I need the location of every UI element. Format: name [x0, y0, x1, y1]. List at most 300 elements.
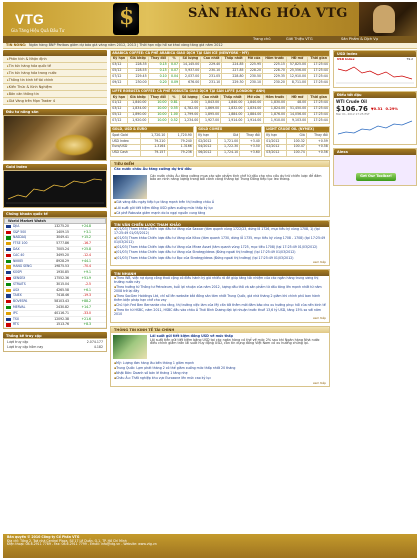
table-cell: USD Cash [111, 150, 141, 156]
table-cell: 230.50 [245, 74, 262, 80]
table-cell: 2,037.00 [180, 74, 201, 80]
menu-item-knowledge[interactable]: ▸ Kiến Thức & Kinh Nghiệm [3, 84, 107, 91]
index-change: +9.1 [83, 270, 91, 275]
table-cell: 0.81 [168, 100, 179, 106]
table-cell: 05/12 [111, 68, 128, 74]
table-cell: 1,890.00 [127, 112, 148, 118]
table-cell: 14,145.00 [180, 62, 201, 68]
table-cell: 9,103.00 [287, 118, 308, 124]
table-cell: 676.00 [180, 80, 201, 86]
index-value: 12092.38 [54, 316, 69, 321]
finance-links [111, 361, 329, 382]
table-cell: Giá [218, 133, 240, 139]
finance-thumbnail[interactable] [113, 335, 147, 359]
market-watch-box [3, 217, 107, 329]
photo-box-title: Đầu tư nông sản [3, 109, 107, 115]
country-flag-icon [6, 225, 11, 228]
table-cell: 01/2012 [265, 139, 287, 145]
news-link[interactable]: ▪ Theo hướng từ Thông tư Petroleum, tuổi lợi nhuận của năm 2012, lượng dầu thô và sản phẩm từ dầu tăng lên mạnh nhất từ năm 2008 trở lại đây [111, 285, 329, 294]
table-cell: 100.74 [287, 150, 307, 156]
table-cell: 03/12 [111, 62, 128, 68]
table-cell: 1,895.00 [200, 112, 221, 118]
index-value: 3049.41 [56, 235, 69, 240]
table-cell: 25,556.00 [287, 68, 308, 74]
table-cell: 1,840.00 [127, 100, 148, 106]
table-row [265, 150, 330, 156]
table-cell: 1,869.00 [200, 106, 221, 112]
news-link[interactable]: ▪ Lãi suất gửi tiết kiệm đồng USD giảm xuống mức thấp kỷ lục [111, 206, 329, 211]
table-cell: 79.157 [141, 150, 167, 156]
table-cell: 10.00 [148, 106, 168, 112]
table-cell: 228.20 [245, 68, 262, 74]
logo-text: VTG [15, 11, 44, 27]
table-cell: 0.55 [168, 106, 179, 112]
index-change: -70.4 [82, 264, 91, 269]
table-cell: 8,711.00 [287, 80, 308, 86]
table-cell: 224.85 [222, 62, 245, 68]
table-cell: Euro/USD [111, 144, 141, 150]
index-name: NASDAQ [13, 235, 27, 240]
column-header: Số lượng [180, 56, 201, 62]
main-nav [3, 36, 417, 43]
featured-section [110, 160, 330, 218]
news-link[interactable]: ▪ Theo SocGen Holdings Ltd, chỉ số lên website bắt đồng sản tăm nhất Trung Quốc, giá nhà tháng 2 giảm khi chính phủ ban hành thêm biện pháp hạn chế cho vay [111, 294, 329, 303]
table-cell: 1,824.00 [263, 106, 287, 112]
country-flag-icon [6, 231, 11, 234]
column-header: Thời gian [308, 56, 330, 62]
index-name: IPC [13, 310, 18, 315]
table-cell: 07/12 [111, 118, 128, 124]
visitor-total-value: 2.074.177 [86, 340, 103, 344]
news-link[interactable]: ▪ Chủ tịch Fed Ben Bernanke cho rằng, thị trường việc làm của Mỹ cần tốt thêm mới đảm bảo cho xu hướng phục hồi của nền kinh tế [111, 303, 329, 308]
table-cell: 03/2012 [265, 150, 287, 156]
index-value: 2430.82 [56, 304, 69, 309]
featured-title: TIÊU ĐIỂM [111, 161, 329, 167]
menu-item-analysis[interactable]: ▸ Phân tích & Nhận định [3, 56, 107, 63]
table-cell: 1,920.00 [127, 118, 148, 124]
finance-more-link[interactable]: xem tiếp [312, 380, 326, 385]
hot-news-ticker [3, 43, 417, 49]
usd-chart-value: 79.2 [406, 57, 413, 61]
table-cell: 17:25:44 [308, 100, 330, 106]
table-cell: 17:25:44 [308, 62, 330, 68]
index-value: 5777.86 [56, 241, 69, 246]
nav-products[interactable]: Sản Phẩm & Dịch Vụ [341, 37, 379, 42]
news-link[interactable]: ▪ Theo WB, việc nợ dụng công thoả cộng có điều hành kỷ giá nhiều rõ để giúp tăng tốc nhiệm của các ngân hàng trung ương thị trường nước này [111, 276, 329, 285]
nav-home[interactable]: Trang chủ [253, 37, 271, 42]
column-header: Thời gian [308, 95, 330, 101]
table-cell: 0.09 [168, 80, 179, 86]
table-cell: 1,927.00 [200, 118, 221, 124]
crude-oil-table [264, 126, 330, 156]
table-cell: 229.45 [128, 74, 149, 80]
table-cell: 1,720.90 [167, 133, 193, 139]
site-logo[interactable] [7, 6, 73, 33]
table-cell: +3.50 [240, 144, 262, 150]
table-cell: Kỳ hạn [265, 133, 287, 139]
weather-title: Điểu tốt đậu [334, 92, 416, 98]
news-link[interactable]: ▪ (01/03) Tham khảo Chiến lược đầu tư Vàng của StrategyIdeas (Đứng ngoài thị trường) (tại 17:25:49 01/03/2012) [111, 250, 329, 255]
table-cell: 17:25:44 [308, 80, 330, 86]
table-cell: 10.00 [148, 100, 168, 106]
column-header: Cao nhất [200, 95, 221, 101]
table-row [111, 80, 330, 86]
index-change: -12.4 [82, 252, 91, 257]
market-watch-list [4, 224, 106, 328]
visitor-today-label: Lượt truy cập hôm nay [7, 345, 44, 349]
index-name: MERVAL [13, 304, 26, 309]
index-change: +6.1 [83, 287, 91, 292]
quick-news-list [111, 276, 329, 317]
table-cell: 1,724.10 [218, 150, 240, 156]
table-cell: 0.15 [148, 68, 168, 74]
page [3, 2, 417, 558]
column-header: Thay đổi [148, 95, 168, 101]
table-cell: 0.20 [148, 80, 168, 86]
table-cell: 228.35 [128, 62, 149, 68]
index-change: +44.1 [81, 258, 91, 263]
table-cell: 12,910.00 [287, 74, 308, 80]
finance-title: THÔNG TIN KINH TẾ TÀI CHÍNH [111, 327, 329, 333]
strategy-news-list [111, 227, 329, 261]
index-change: +88.2 [81, 299, 91, 304]
footer-address: Địa chỉ: Tầng 2, Toà nhà Central Plaza, Số 17 Lê Duẩn, Q.1, TP. Hồ Chí Minh [7, 538, 127, 543]
get-toolbar-button[interactable]: Get Our Toolbar! [356, 173, 396, 181]
quick-more-link[interactable]: xem tiếp [312, 316, 326, 321]
visitor-stats [3, 338, 107, 352]
table-cell: 48.00 [287, 100, 308, 106]
table-cell: 5,937.00 [180, 68, 201, 74]
country-flag-icon [6, 306, 11, 309]
market-watch-row[interactable] [4, 323, 106, 329]
table-cell: +0.56 [306, 150, 329, 156]
stocks-title: Chứng khoán quốc tế [3, 211, 107, 217]
finance-section [110, 326, 330, 388]
table-cell: 1,799.00 [179, 112, 200, 118]
index-name: DJIA [13, 223, 20, 228]
finance-summary: Lãi suất tiền gửi tiết kiệm bằng USD tại các ngân hàng có thể về mức 2% sau khi Ngân hàng Nhà nước điều chỉnh giảm trần lãi suất huy động USD, còn tín dụng đồng Việt Nam có xu hướng chững lại. [150, 337, 320, 346]
nav-about[interactable]: Giới Thiệu VTG [286, 37, 313, 42]
index-value: 13275.20 [54, 223, 69, 228]
table-cell: 10.00 [148, 118, 168, 124]
strategy-news-title: TIN VĂN CHIẾN LƯỢC THAM KHẢO [111, 221, 329, 227]
table-cell: 1,720.10 [141, 133, 167, 139]
quick-news-title: TIN NHANH [111, 270, 329, 276]
table-cell: 03/12 [111, 106, 128, 112]
table-cell: 17:25:44 [308, 74, 330, 80]
index-value: 4265.58 [56, 287, 69, 292]
table-cell: 1,834.00 [244, 106, 263, 112]
news-link[interactable]: ▪ (01/03) Tham khảo Chiến lược đầu tư Bạc của StrategyIdeas (Đứng ngoài thị trường) (tại 17:25:49 01/03/2012) [111, 256, 329, 261]
header-banner-photo [359, 2, 417, 36]
wti-oil-widget[interactable] [334, 98, 416, 144]
country-flag-icon [6, 323, 11, 326]
index-change: -19.3 [82, 293, 91, 298]
table-cell: 0.07 [168, 62, 179, 68]
index-change: +15.2 [81, 235, 91, 240]
column-header: HĐ mở [287, 95, 308, 101]
table-cell: Giá [287, 133, 307, 139]
left-column [3, 50, 107, 352]
column-header: Cao nhất [201, 56, 222, 62]
table-cell: 0.07 [168, 68, 179, 74]
table-cell: 1,884.00 [221, 112, 244, 118]
column-header: Giá khớp [127, 95, 148, 101]
column-header: HĐ mở [287, 56, 308, 62]
usd-chart-label: USD Index [337, 57, 355, 61]
gold-usd-euro-table [110, 126, 194, 156]
table-cell: +3.60 [240, 150, 262, 156]
table-cell: Thay đổi [306, 133, 329, 139]
gold-index-chart[interactable] [3, 170, 107, 208]
table-cell: +0.58 [306, 144, 329, 150]
alexa-title: Alexa [334, 149, 416, 155]
table-cell: 1,722.30 [218, 144, 240, 150]
news-link[interactable]: ▪ (01/03) Tham khảo Chiến lược đầu tư Vàng của Mirae Asset (tâm quanh vùng 1725, mục tiêu 1708) (tại 17:25:49 01/03/2012) [111, 245, 329, 250]
index-value: 40116.71 [54, 310, 69, 315]
index-value: 7005.24 [56, 246, 69, 251]
strategy-more-link[interactable]: xem tiếp [312, 259, 326, 264]
index-name: RTS [13, 322, 19, 327]
table-cell: 02/2012 [197, 139, 218, 145]
table-cell: 228.70 [263, 68, 287, 74]
country-flag-icon [6, 242, 11, 245]
visitors-title: Thống kê truy cập [3, 332, 107, 338]
table-cell: 1,234.00 [179, 118, 200, 124]
table-cell: 100.32 [287, 139, 307, 145]
arabica-table [110, 50, 330, 86]
table-cell: +3.40 [240, 139, 262, 145]
news-link[interactable]: ▪ Nhật Bản: Doanh số bán lẻ tháng 1 tăng nhẹ [111, 371, 329, 376]
country-flag-icon [6, 312, 11, 315]
market-watch-title: World Market Watch [4, 218, 106, 224]
visitor-today-value: 4.182 [93, 345, 103, 349]
index-change: +21.6 [81, 316, 91, 321]
ticker-text[interactable]: Ngân hàng BNP Paribas giảm dự báo giá vàng năm 2012, 2013 | Thời hạn nộp hồ sơ khai vàng tăng giá năm 2012 [29, 43, 223, 47]
featured-links [111, 201, 329, 217]
table-cell: 07/12 [111, 74, 128, 80]
index-change: -33.0 [82, 310, 91, 315]
column-header: Kỳ hạn [111, 56, 128, 62]
table-cell: 51,450.00 [287, 106, 308, 112]
table-cell: 231.10 [201, 80, 222, 86]
index-name: KOSPI [13, 270, 23, 275]
country-flag-icon [6, 254, 11, 257]
table-cell: 79.210 [141, 139, 167, 145]
table-cell: 100.47 [287, 144, 307, 150]
gold-comex-table [196, 126, 262, 156]
table-cell: 228.80 [222, 74, 245, 80]
table-cell: 230.20 [263, 80, 287, 86]
country-flag-icon [6, 271, 11, 274]
index-name: TSX [13, 316, 19, 321]
news-link[interactable]: ▪ (01/03) Tham khảo Chiến lược đầu tư Vàng của Saxxar (tâm quạnh vùng 1722/23, dừng lỗ 1726, mục tiêu ký vùng 1708, 1) (tại 17:25:49 01/03/2012) [111, 227, 329, 236]
table-cell: 0.15 [148, 62, 168, 68]
table-cell: 1,884.00 [244, 112, 263, 118]
country-flag-icon [6, 277, 11, 280]
menu-item-economy[interactable]: ▸ Thông tin kinh tế tài chính [3, 77, 107, 84]
featured-summary: Các nước châu Âu tăng cường mua các sản phẩm tinh chế từ dầu cho nhu cầu dự trữ chiến lược để đảm bảo an ninh năng lượng trong bối cảnh căng thẳng tại Trung Đông tiếp tục leo thang. [150, 173, 322, 182]
markets-summary [110, 126, 330, 156]
table-cell: 229.40 [201, 62, 222, 68]
country-flag-icon [6, 248, 11, 251]
table-cell: 57,825.00 [287, 62, 308, 68]
site-title: SÀN HÀNG HÓA VTG [188, 6, 348, 21]
table-cell: 229.35 [263, 74, 287, 80]
column-header: Hôm trước [263, 56, 287, 62]
table-cell: 1,832.00 [221, 106, 244, 112]
table-cell: 1,721.00 [218, 139, 240, 145]
news-link[interactable]: ▪ Mỹ: Lượng đơn hàng lâu bền tháng 1 giảm mạnh [111, 361, 329, 366]
column-header: % [168, 95, 179, 101]
table-cell: 1.3166 [167, 144, 193, 150]
site-footer [3, 534, 417, 558]
table-row [111, 150, 194, 156]
country-flag-icon [6, 300, 11, 303]
dollar-sign-icon [113, 3, 139, 35]
table-cell: 1,910.00 [263, 118, 287, 124]
featured-headline[interactable]: Các nước châu Âu tăng cường dự trữ dầu [114, 166, 192, 171]
news-link[interactable]: ▪ Giá vàng đầu ngày tiếp tục tăng mạnh trên thị trường châu Á [111, 201, 329, 206]
gold-index-title: Gold Index [3, 164, 107, 170]
table-cell: 230.10 [201, 68, 222, 74]
ticker-label: TIN NÓNG: [6, 43, 27, 47]
news-link[interactable]: ▪ Cà phê Robusta giảm mạnh do lo ngại nguồn cung tăng [111, 211, 329, 216]
right-column [333, 50, 417, 189]
site-header [3, 2, 417, 36]
country-flag-icon [6, 318, 11, 321]
index-name: TAIEX [13, 293, 22, 298]
table-cell: 229.30 [222, 80, 245, 86]
table-cell: 1,843.00 [200, 100, 221, 106]
index-name: NIKKEI [13, 258, 24, 263]
news-link[interactable]: ▪ Theo tin từ HSBC, năm 2011, HSBC đầu vào châu Á Thái Bình Dương đạt lợi nhuận trước thuế 13,6 tỷ USD, tăng 15% so với năm 2010 [111, 309, 329, 318]
index-name: ASX [13, 287, 20, 292]
oil-title: LIGHT CRUDE OIL (NYMEX) [265, 127, 330, 133]
table-cell: 227.85 [222, 68, 245, 74]
table-cell: 14,056.00 [287, 112, 308, 118]
table-cell: 06/2012 [197, 150, 218, 156]
column-header: Mở cửa [244, 95, 263, 101]
table-cell: 230.10 [245, 80, 262, 86]
robusta-table [110, 88, 330, 124]
wti-change: ▼0.31 [370, 106, 383, 111]
logo-tagline: Gia Tăng Hiệu Quả Đầu Tư [11, 28, 65, 33]
table-cell: 79.240 [167, 139, 193, 145]
column-header: Thấp nhất [221, 95, 244, 101]
strategy-news-section [110, 220, 330, 266]
featured-thumbnail[interactable] [113, 175, 147, 199]
index-change: +3.1 [83, 229, 91, 234]
column-header: Giá khớp [128, 56, 149, 62]
usd-index-title: USD Index [334, 51, 416, 57]
wti-price: $106.76 [336, 104, 368, 113]
table-cell: +0.59 [306, 139, 329, 145]
index-name: SENSEX [13, 275, 26, 280]
index-change: -16.7 [82, 241, 91, 246]
table-cell: 1,876.00 [263, 112, 287, 118]
column-header: Thay đổi [148, 56, 168, 62]
usd-index-widget [333, 50, 417, 88]
center-column [110, 50, 330, 387]
column-header: Thấp nhất [222, 56, 245, 62]
arabica-title: ARABICA COFFEE: CÀ PHÊ ARABICA GIAO DỊCH TẠI SÀN ICE (NEWYORK - MỸ) [111, 51, 330, 57]
index-value: 17552.36 [54, 275, 69, 280]
table-cell: 0.10 [148, 74, 168, 80]
footer-contact: Điện thoại: 08.6.2911 7789 - Fax: 08.6.2911 7799 - Email: info@vtg.vn - Website: www.vtg.vn [7, 542, 157, 547]
country-flag-icon [6, 294, 11, 297]
table-cell: 17:25:44 [308, 118, 330, 124]
table-cell: 1,830.00 [263, 100, 287, 106]
index-name: DAX [13, 246, 20, 251]
index-value: 1409.15 [56, 229, 69, 234]
coffee-beans-photo[interactable] [3, 115, 107, 161]
country-flag-icon [6, 265, 11, 268]
menu-item-info[interactable]: ▸ Bản cân thông tin [3, 91, 107, 98]
column-header: Số lượng [179, 95, 200, 101]
index-name: S&P 500 [13, 229, 27, 234]
fx-gold-title: GOLD, USD & EURO [111, 127, 194, 133]
wti-timestamp: Mar 01, 2012 17:25 EST [336, 111, 370, 116]
country-flag-icon [6, 260, 11, 263]
table-cell: 1,914.00 [221, 118, 244, 124]
news-link[interactable]: ▪ Châu Âu: Thất nghiệp khu vực Eurozone lên mức cao kỷ lục [111, 377, 329, 382]
table-row [197, 150, 262, 156]
index-change: +24.8 [81, 223, 91, 228]
index-change: +51.9 [81, 275, 91, 280]
column-header: Mở cửa [245, 56, 262, 62]
menu-item-mt4[interactable]: ▸ Giá Vàng trên Mạn Trader 4 [3, 98, 107, 105]
table-cell: Spot Gold [111, 133, 141, 139]
table-cell: 0.52 [168, 118, 179, 124]
table-cell: 1.00 [168, 112, 179, 118]
index-name: BOVESPA [13, 299, 28, 304]
table-cell: 231.05 [201, 74, 222, 80]
table-cell: 2.00 [179, 100, 200, 106]
table-cell: 10.00 [148, 112, 168, 118]
index-change: -2.5 [84, 281, 91, 286]
index-value: 7418.46 [56, 293, 69, 298]
footer-copyright: Bản quyền © 2010 Công ty Cổ Phần VTG [7, 535, 80, 539]
table-cell: 17:25:44 [308, 68, 330, 74]
index-name: STRAITS [13, 281, 26, 286]
table-cell: 17:25:44 [308, 112, 330, 118]
index-name: FTSE 100 [13, 241, 28, 246]
index-value: 3495.20 [56, 252, 69, 257]
table-cell: 225.15 [263, 62, 287, 68]
table-cell: Thay đổi [240, 133, 262, 139]
column-header: Hôm trước [263, 95, 287, 101]
index-value: 1513.76 [56, 322, 69, 327]
finance-headline[interactable]: Lãi suất gửi tiết kiệm đồng USD về mức thấp [150, 333, 233, 338]
index-change: +14.7 [81, 304, 91, 309]
menu-item-domestic-news[interactable]: ▸ Tin tức hàng hóa trong nước [3, 70, 107, 77]
menu-item-intl-news[interactable]: ▸ Tin tức hàng hóa quốc tế [3, 63, 107, 70]
news-link[interactable]: ▪ (01/03) Tham khảo Chiến lược đầu tư Vàng của Kitco (tâm quanh 1730, dừng lỗ 1735, mục tiêu ký vùng 1708 - 1708) (tại 17:25:49 01/03/2012) [111, 236, 329, 245]
quick-news-section [110, 269, 330, 322]
news-link[interactable]: ▪ Trung Quốc: Lạm phát tháng 2 có thể giảm xuống mức thấp nhất 20 tháng [111, 366, 329, 371]
wti-title: WTI Crude Oil [336, 99, 367, 104]
table-cell: 09/12 [111, 80, 128, 86]
table-cell: 1,840.00 [221, 100, 244, 106]
country-flag-icon [6, 283, 11, 286]
table-cell: 225.95 [245, 62, 262, 68]
usd-index-chart[interactable] [334, 57, 416, 87]
index-value: 3015.04 [56, 281, 69, 286]
table-cell: 04/2012 [197, 144, 218, 150]
table-cell: 4,782.00 [179, 106, 200, 112]
index-change: +8.3 [83, 322, 91, 327]
